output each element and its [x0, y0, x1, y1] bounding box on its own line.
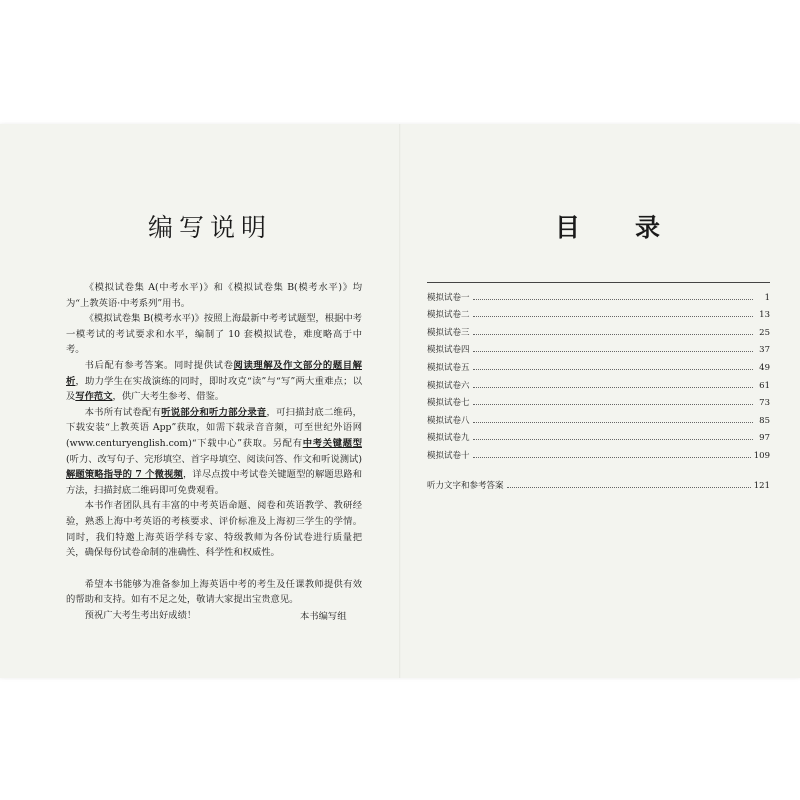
toc-title-char: 录: [634, 213, 660, 242]
toc-entry: [427, 320, 770, 338]
book-spread: [0, 124, 800, 678]
toc-entry-label: 听力文字和参考答案: [427, 480, 504, 491]
toc-entry: [427, 338, 770, 356]
toc-entry-page: 73: [759, 398, 770, 409]
toc-entry-page: 13: [759, 310, 770, 321]
toc-entry: [427, 355, 770, 373]
toc-leader-dots: [473, 404, 753, 405]
toc-entry: [427, 443, 770, 461]
toc-spacer: [427, 461, 770, 473]
toc-entry-page: 1: [764, 292, 770, 303]
toc-leader-dots: [473, 369, 753, 370]
text-segment: ，详尽点拨中考试卷关键题型的解题思路和方法，扫描封底二维码即可免费观看。: [66, 469, 362, 496]
text-segment: 希望本书能够为准备参加上海英语中考的考生及任课教师提供有效的帮助和支持。如有不足之处，敬请大家提出宝贵意见。: [66, 578, 362, 606]
toc-entry: [427, 303, 770, 321]
table-of-contents: [427, 282, 770, 491]
toc-entry-label: 模拟试卷四: [427, 345, 470, 356]
text-segment: 本书所有试卷配有: [84, 406, 162, 418]
toc-entry: [427, 391, 770, 409]
toc-leader-dots: [473, 351, 753, 352]
toc-entry-label: 模拟试卷七: [427, 398, 470, 409]
highlighted-text: 解题策略指导的 7 个微视频: [66, 469, 183, 481]
highlighted-text: 阅读理解及作文部分的题目解析: [66, 359, 362, 387]
preface-paragraph: [66, 577, 362, 608]
text-segment: 《模拟试卷集 A(中考水平)》和《模拟试卷集 B(模考水平)》均为“上教英语·中考系列”用书。: [66, 282, 362, 309]
toc-entry: [427, 426, 770, 444]
toc-entry-answers: [427, 473, 770, 491]
toc-entry-label: 模拟试卷十: [427, 450, 470, 461]
toc-entry-label: 模拟试卷一: [427, 292, 470, 303]
toc-entry-page: 109: [753, 450, 770, 461]
preface-signature: 本书编写组: [300, 611, 347, 622]
preface-paragraph: [66, 311, 362, 358]
text-segment: 预祝广大考生考出好成绩！: [84, 609, 197, 621]
preface-paragraph: [66, 498, 362, 560]
book-gutter: [399, 124, 401, 678]
highlighted-text: 听说部分和听力部分录音: [161, 406, 267, 418]
left-page-title: 编写说明: [147, 213, 272, 242]
text-segment: ，供广大考生参考、借鉴。: [112, 391, 225, 403]
highlighted-text: 中考关键题型: [302, 437, 362, 449]
toc-leader-dots: [473, 316, 753, 317]
toc-leader-dots: [473, 387, 753, 388]
toc-entry-page: 49: [759, 362, 770, 373]
toc-leader-dots: [507, 487, 751, 488]
toc-entry-label: 模拟试卷二: [427, 310, 470, 321]
text-segment: (听力、改写句子、完形填空、首字母填空、阅读问答、作文和听说测试): [66, 453, 362, 465]
toc-title-char: 目: [555, 213, 581, 242]
toc-leader-dots: [473, 422, 753, 423]
toc-entry-label: 模拟试卷六: [427, 380, 470, 391]
highlighted-text: 写作范文: [75, 391, 113, 403]
toc-leader-dots: [473, 299, 753, 300]
toc-entry-label: 模拟试卷九: [427, 433, 470, 444]
toc-entry-page: 121: [753, 480, 770, 491]
preface-paragraph: [66, 405, 362, 499]
text-segment: ，可扫描封底二维码，下载安装“上教英语 App”获取，如需下载录音音频，可至世纪外语网(www.centuryenglish.com)“下载中心”获取。另配有: [66, 406, 362, 449]
toc-entry-page: 85: [759, 415, 770, 426]
toc-entry: [427, 408, 770, 426]
toc-entry-page: 61: [759, 380, 770, 391]
preface-body: [66, 280, 362, 623]
toc-entry-label: 模拟试卷三: [427, 327, 470, 338]
preface-paragraph: [66, 358, 362, 405]
toc-entry: [427, 373, 770, 391]
text-segment: 本书作者团队具有丰富的中考英语命题、阅卷和英语教学、教研经验，熟悉上海中考英语的考核要求、评价标准及上海初三学生的学情。同时，我们特邀上海英语学科专家、特级教师为各份试卷进行质量把关，确保每份试卷命制的准确性、科学性和权威性。: [66, 500, 362, 559]
toc-leader-dots: [473, 334, 753, 335]
toc-entry-label: 模拟试卷八: [427, 415, 470, 426]
toc-entry: [427, 285, 770, 303]
toc-entry-page: 37: [759, 345, 770, 356]
text-segment: 书后配有参考答案。同时提供试卷: [84, 359, 234, 371]
toc-entry-label: 模拟试卷五: [427, 362, 470, 373]
toc-leader-dots: [473, 457, 751, 458]
preface-paragraph: [66, 280, 362, 311]
toc-leader-dots: [473, 439, 753, 440]
toc-entry-page: 25: [759, 327, 770, 338]
text-segment: ，助力学生在实战演练的同时，即时攻克“读”与“写”两大重难点；以及: [66, 375, 362, 403]
text-segment: 《模拟试卷集 B(模考水平)》按照上海最新中考考试题型，根据中考一模考试的考试要求和水平，编制了 10 套模拟试卷，难度略高于中考。: [66, 313, 362, 356]
toc-title: [555, 208, 660, 244]
toc-entry-page: 97: [759, 433, 770, 444]
toc-top-rule: [427, 282, 770, 283]
